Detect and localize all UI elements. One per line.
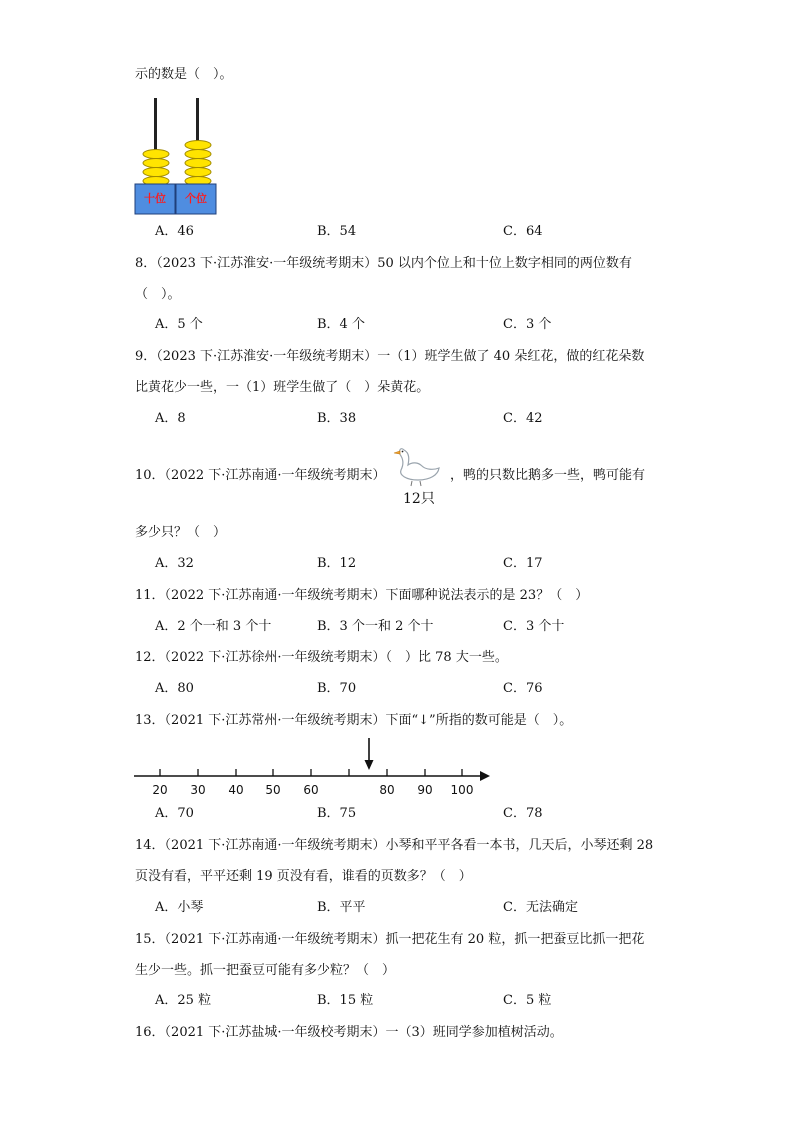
q14-options — [155, 899, 715, 917]
q7-option-b: B．54 — [317, 224, 357, 239]
q11-option-c: C．3 个十 — [503, 619, 565, 634]
q8-options — [155, 316, 715, 334]
q15-line2: 生少一些。抓一把蚕豆可能有多少粒？（ ） — [135, 963, 396, 978]
goose-count-label: 12只 — [403, 491, 435, 507]
tick-label-100: 100 — [450, 783, 474, 797]
goose-icon — [390, 440, 446, 488]
q9-line2: 比黄花少一些，一（1）班学生做了（ ）朵黄花。 — [135, 380, 430, 395]
q12-line1: 12．（2022 下·江苏徐州·一年级统考期末）（ ）比 78 大一些。 — [135, 650, 508, 665]
q10-options — [155, 555, 715, 573]
q11-options — [155, 618, 715, 636]
q10-line2: 多少只？（ ） — [135, 525, 227, 540]
ones-label: 个位 — [185, 192, 207, 205]
q15-option-b: B．15 粒 — [317, 993, 374, 1008]
q12-option-a: A．80 — [155, 681, 194, 696]
tens-beads — [143, 150, 169, 186]
q13-option-b: B．75 — [317, 806, 357, 821]
q14-line2: 页没有看，平平还剩 19 页没有看，谁看的页数多？（ ） — [135, 869, 472, 884]
q15-line1: 15．（2021 下·江苏南通·一年级统考期末）抓一把花生有 20 粒，抓一把蚕豆比抓一把花 — [135, 932, 645, 947]
ones-beads — [185, 141, 211, 186]
q8-line1: 8．（2023 下·江苏淮安·一年级统考期末）50 以内个位上和十位上数字相同的两位数有 — [135, 256, 632, 271]
q7-options — [155, 223, 715, 241]
q10-option-a: A．32 — [155, 556, 194, 571]
q7-option-a: A．46 — [155, 224, 194, 239]
q13-line1: 13．（2021 下·江苏常州·一年级统考期末）下面“↓”所指的数可能是（ ）。 — [135, 713, 573, 728]
q9-line1: 9．（2023 下·江苏淮安·一年级统考期末）一（1）班学生做了 40 朵红花，做的红花朵数 — [135, 349, 645, 364]
q15-options — [155, 992, 715, 1010]
tick-label-60: 60 — [303, 783, 319, 797]
q13-option-c: C．78 — [503, 806, 543, 821]
q7-option-c: C．64 — [503, 224, 543, 239]
q11-option-a: A．2 个一和 3 个十 — [155, 619, 272, 634]
pointer-arrow-icon — [365, 738, 374, 770]
q14-option-c: C．无法确定 — [503, 900, 578, 915]
q11-line1: 11．（2022 下·江苏南通·一年级统考期末）下面哪种说法表示的是 23？（ ） — [135, 588, 589, 603]
tick-label-50: 50 — [265, 783, 281, 797]
tens-label: 十位 — [144, 192, 166, 205]
q9-option-b: B．38 — [317, 411, 357, 426]
q9-options — [155, 410, 715, 428]
tick-label-40: 40 — [228, 783, 244, 797]
number-line-ticks — [160, 769, 462, 776]
q14-option-b: B．平平 — [317, 900, 366, 915]
tick-label-90: 90 — [417, 783, 433, 797]
q14-line1: 14．（2021 下·江苏南通·一年级统考期末）小琴和平平各看一本书，几天后，小琴还剩 28 — [135, 838, 654, 853]
q16-line1: 16．（2021 下·江苏盐城·一年级校考期末）一（3）班同学参加植树活动。 — [135, 1025, 563, 1040]
abacus-figure — [134, 98, 220, 216]
q8-option-a: A．5 个 — [155, 317, 203, 332]
q13-option-a: A．70 — [155, 806, 194, 821]
number-line-arrowhead — [480, 771, 490, 781]
q8-option-c: C．3 个 — [503, 317, 552, 332]
q7-text: 示的数是（ ）。 — [135, 67, 233, 82]
q9-option-a: A．8 — [155, 411, 186, 426]
tick-label-30: 30 — [190, 783, 206, 797]
q15-option-c: C．5 粒 — [503, 993, 552, 1008]
q15-option-a: A．25 粒 — [155, 993, 212, 1008]
q10-prefix: 10．（2022 下·江苏南通·一年级统考期末） — [135, 468, 386, 483]
tick-label-80: 80 — [379, 783, 395, 797]
q10-option-b: B．12 — [317, 556, 357, 571]
q8-line2: （ ）。 — [135, 287, 181, 302]
q13-options — [155, 805, 715, 823]
q14-option-a: A．小琴 — [155, 900, 204, 915]
tick-label-20: 20 — [152, 783, 168, 797]
q8-option-b: B．4 个 — [317, 317, 365, 332]
q12-option-b: B．70 — [317, 681, 357, 696]
q11-option-b: B．3 个一和 2 个十 — [317, 619, 434, 634]
q10-option-c: C．17 — [503, 556, 543, 571]
number-line — [130, 736, 500, 800]
q12-options — [155, 680, 715, 698]
q10-suffix: ，鸭的只数比鹅多一些，鸭可能有 — [450, 468, 646, 483]
q9-option-c: C．42 — [503, 411, 543, 426]
q12-option-c: C．76 — [503, 681, 543, 696]
